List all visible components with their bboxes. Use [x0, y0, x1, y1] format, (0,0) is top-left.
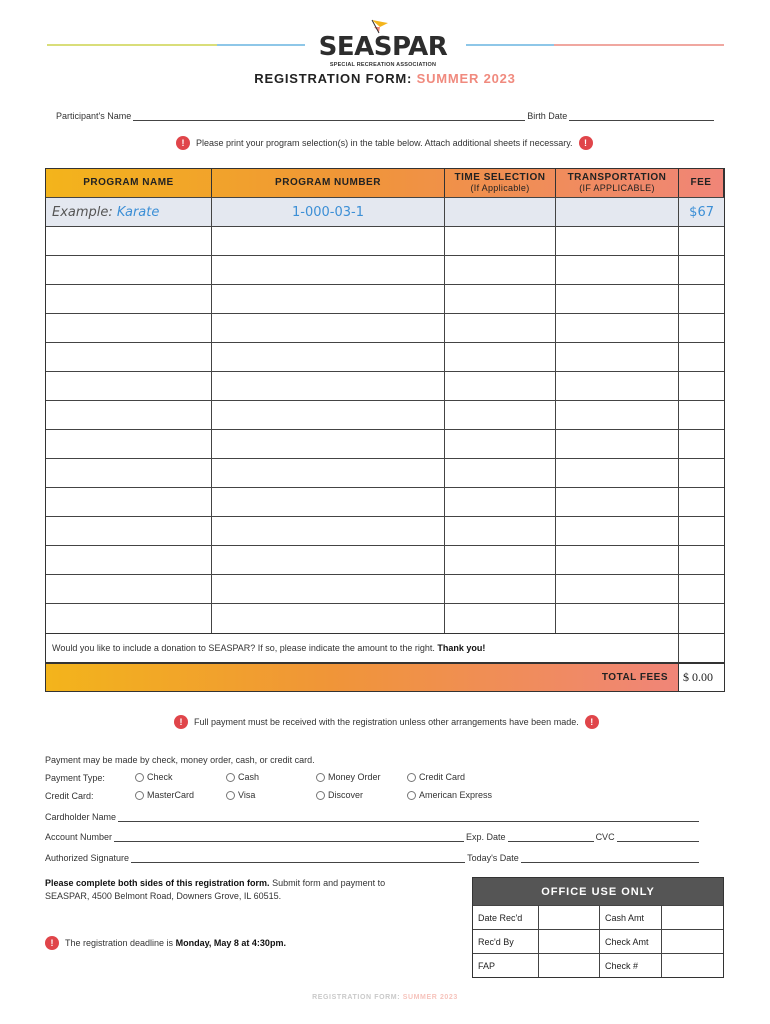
signature-row: [45, 853, 701, 863]
donation-amount-field[interactable]: [679, 634, 724, 662]
fee-cell[interactable]: [679, 488, 724, 516]
card-visa[interactable]: Visa: [226, 790, 255, 800]
participant-row: [56, 111, 716, 121]
header-rule-blue-left: [217, 44, 305, 46]
radio-circle-icon: [407, 773, 416, 782]
time-selection-cell[interactable]: [445, 227, 556, 255]
office-label: Cash Amt: [600, 906, 662, 929]
office-field[interactable]: [539, 954, 600, 977]
program-number-cell[interactable]: [212, 314, 445, 342]
fee-cell[interactable]: [679, 372, 724, 400]
table-row: [46, 459, 724, 488]
payment-type-check[interactable]: Check: [135, 772, 173, 782]
transportation-cell[interactable]: [556, 517, 679, 545]
office-label: Rec'd By: [473, 930, 539, 953]
cvc-field[interactable]: [617, 832, 699, 842]
office-row: [473, 953, 723, 977]
office-use-table: [472, 877, 724, 978]
transportation-cell[interactable]: [556, 546, 679, 574]
radio-circle-icon: [316, 791, 325, 800]
fee-cell[interactable]: [679, 459, 724, 487]
office-field[interactable]: [539, 930, 600, 953]
transportation-cell[interactable]: [556, 372, 679, 400]
table-row: [46, 372, 724, 401]
exp-date-label: Exp. Date: [466, 832, 506, 842]
payment-type-cash[interactable]: Cash: [226, 772, 259, 782]
transportation-cell[interactable]: [556, 575, 679, 603]
time-selection-cell[interactable]: [445, 546, 556, 574]
time-selection-cell[interactable]: [445, 517, 556, 545]
program-name-cell[interactable]: [46, 343, 212, 371]
table-row: [46, 546, 724, 575]
payment-type-money-order[interactable]: Money Order: [316, 772, 381, 782]
warning-icon: !: [176, 136, 190, 150]
radio-circle-icon: [226, 773, 235, 782]
cvc-label: CVC: [595, 832, 615, 842]
program-name-cell[interactable]: [46, 372, 212, 400]
total-fees-row: [45, 663, 725, 692]
title-season: SUMMER 2023: [416, 71, 516, 86]
table-row: [46, 401, 724, 430]
time-selection-cell[interactable]: [445, 575, 556, 603]
fee-cell[interactable]: [679, 401, 724, 429]
card-mastercard[interactable]: MasterCard: [135, 790, 194, 800]
total-fees-label: TOTAL FEES: [46, 664, 679, 691]
header-rule-pink: [554, 44, 724, 46]
program-name-cell[interactable]: [46, 227, 212, 255]
office-field[interactable]: [662, 954, 723, 977]
cardholder-label: Cardholder Name: [45, 812, 117, 822]
radio-circle-icon: [407, 791, 416, 800]
donation-text: Would you like to include a donation to SEASPAR? If so, please indicate the amount to the right. Thank you!: [46, 634, 679, 662]
table-row: [46, 488, 724, 517]
radio-circle-icon: [135, 791, 144, 800]
transportation-cell[interactable]: [556, 314, 679, 342]
example-row: [46, 198, 724, 227]
title-main: REGISTRATION FORM:: [254, 71, 413, 86]
card-discover[interactable]: Discover: [316, 790, 363, 800]
time-selection-cell[interactable]: [445, 256, 556, 284]
time-selection-cell[interactable]: [445, 314, 556, 342]
time-selection-cell[interactable]: [445, 488, 556, 516]
example-program-cell: Example: Karate: [46, 198, 212, 226]
time-selection-cell[interactable]: [445, 459, 556, 487]
table-row: [46, 575, 724, 604]
transportation-cell[interactable]: [556, 256, 679, 284]
program-number-cell[interactable]: [212, 343, 445, 371]
program-name-cell[interactable]: [46, 546, 212, 574]
participant-name-field[interactable]: [133, 111, 525, 121]
example-fee-cell: $67: [689, 204, 714, 220]
seaspar-logo: [318, 18, 448, 66]
logo-subtitle: SPECIAL RECREATION ASSOCIATION: [329, 62, 437, 68]
office-field[interactable]: [662, 930, 723, 953]
selection-notice-text: Please print your program selection(s) in the table below. Attach additional sheets if necessary.: [196, 138, 573, 148]
deadline-notice: ! The registration deadline is Monday, May 8 at 4:30pm.: [45, 936, 286, 950]
table-row: [46, 256, 724, 285]
time-selection-cell[interactable]: [445, 401, 556, 429]
warning-icon: !: [174, 715, 188, 729]
program-table: [45, 168, 725, 634]
program-number-cell[interactable]: [212, 604, 445, 633]
program-name-cell[interactable]: [46, 401, 212, 429]
office-field[interactable]: [662, 906, 723, 929]
program-number-cell[interactable]: [212, 227, 445, 255]
header-program-number: PROGRAM NUMBER: [212, 169, 445, 197]
account-number-label: Account Number: [45, 832, 113, 842]
header-rule-blue-right: [466, 44, 554, 46]
transportation-cell[interactable]: [556, 285, 679, 313]
header-program-name: PROGRAM NAME: [46, 169, 212, 197]
account-row: [45, 832, 701, 842]
submit-instructions: Please complete both sides of this registration form. Submit form and payment to SEASPAR, 4500 Belmont Road, Downers Grove, IL 60515.: [45, 878, 386, 901]
warning-icon: !: [585, 715, 599, 729]
fee-cell[interactable]: [679, 604, 724, 633]
cardholder-field[interactable]: [118, 812, 699, 822]
total-fees-value[interactable]: $ 0.00: [683, 670, 713, 684]
credit-card-label: Credit Card:: [45, 791, 94, 801]
example-time-cell: [445, 198, 556, 226]
table-row: [46, 517, 724, 546]
time-selection-cell[interactable]: [445, 430, 556, 458]
table-row: [46, 343, 724, 372]
program-number-cell[interactable]: [212, 430, 445, 458]
card-american-express[interactable]: American Express: [407, 790, 492, 800]
office-label: Date Rec'd: [473, 906, 539, 929]
header-fee: FEE: [679, 169, 724, 197]
office-row: [473, 905, 723, 929]
birth-date-label: Birth Date: [527, 111, 568, 121]
payment-notice-text: Full payment must be received with the registration unless other arrangements have been made.: [194, 717, 579, 727]
radio-circle-icon: [316, 773, 325, 782]
program-number-cell[interactable]: [212, 546, 445, 574]
fee-cell[interactable]: [679, 314, 724, 342]
exp-date-field[interactable]: [508, 832, 594, 842]
program-name-cell[interactable]: [46, 488, 212, 516]
fee-cell[interactable]: [679, 227, 724, 255]
fee-cell[interactable]: [679, 285, 724, 313]
program-name-cell[interactable]: [46, 604, 212, 633]
office-row: [473, 929, 723, 953]
time-selection-cell[interactable]: [445, 604, 556, 633]
office-label: FAP: [473, 954, 539, 977]
office-use-title: OFFICE USE ONLY: [473, 878, 723, 905]
transportation-cell[interactable]: [556, 488, 679, 516]
program-number-cell[interactable]: [212, 575, 445, 603]
radio-circle-icon: [135, 773, 144, 782]
transportation-cell[interactable]: [556, 227, 679, 255]
transportation-cell[interactable]: [556, 430, 679, 458]
time-selection-cell[interactable]: [445, 372, 556, 400]
fee-cell[interactable]: [679, 343, 724, 371]
fee-cell[interactable]: [679, 256, 724, 284]
transportation-cell[interactable]: [556, 343, 679, 371]
example-transport-cell: [556, 198, 679, 226]
logo-wordmark: SEASPAR: [318, 32, 448, 62]
example-number-cell: 1-000-03-1: [212, 198, 445, 226]
office-field[interactable]: [539, 906, 600, 929]
program-name-cell[interactable]: [46, 314, 212, 342]
program-name-cell[interactable]: [46, 459, 212, 487]
program-name-cell[interactable]: [46, 285, 212, 313]
signature-field[interactable]: [131, 853, 465, 863]
header-time-selection: TIME SELECTION (If Applicable): [445, 169, 556, 197]
time-selection-cell[interactable]: [445, 343, 556, 371]
warning-icon: !: [579, 136, 593, 150]
payment-notice: [174, 715, 599, 729]
table-header-row: [46, 169, 724, 198]
program-name-cell[interactable]: [46, 575, 212, 603]
page-footer: REGISTRATION FORM: SUMMER 2023: [312, 994, 458, 1001]
office-label: Check Amt: [600, 930, 662, 953]
table-row: [46, 227, 724, 256]
radio-circle-icon: [226, 791, 235, 800]
fee-cell[interactable]: [679, 517, 724, 545]
program-number-cell[interactable]: [212, 256, 445, 284]
transportation-cell[interactable]: [556, 401, 679, 429]
time-selection-cell[interactable]: [445, 285, 556, 313]
program-number-cell[interactable]: [212, 372, 445, 400]
payment-type-credit-card[interactable]: Credit Card: [407, 772, 465, 782]
birth-date-field[interactable]: [569, 111, 714, 121]
warning-icon: !: [45, 936, 59, 950]
payment-type-label: Payment Type:: [45, 773, 105, 783]
program-number-cell[interactable]: [212, 517, 445, 545]
transportation-cell[interactable]: [556, 459, 679, 487]
fee-cell[interactable]: [679, 430, 724, 458]
selection-notice: [176, 136, 593, 150]
donation-row: [45, 634, 725, 663]
payment-intro: Payment may be made by check, money order, cash, or credit card.: [45, 755, 315, 765]
page-title: [0, 71, 770, 86]
participant-name-label: Participant's Name: [56, 111, 132, 121]
cardholder-row: [45, 812, 701, 822]
todays-date-field[interactable]: [521, 853, 699, 863]
fee-cell[interactable]: [679, 546, 724, 574]
todays-date-label: Today's Date: [467, 853, 519, 863]
program-number-cell[interactable]: [212, 285, 445, 313]
transportation-cell[interactable]: [556, 604, 679, 633]
table-row: [46, 314, 724, 343]
table-row: [46, 430, 724, 459]
account-number-field[interactable]: [114, 832, 464, 842]
program-name-cell[interactable]: [46, 256, 212, 284]
fee-cell[interactable]: [679, 575, 724, 603]
signature-label: Authorized Signature: [45, 853, 130, 863]
table-row: [46, 285, 724, 314]
program-number-cell[interactable]: [212, 488, 445, 516]
program-name-cell[interactable]: [46, 517, 212, 545]
program-number-cell[interactable]: [212, 401, 445, 429]
table-row: [46, 604, 724, 633]
header-transportation: TRANSPORTATION (IF APPLICABLE): [556, 169, 679, 197]
program-number-cell[interactable]: [212, 459, 445, 487]
program-name-cell[interactable]: [46, 430, 212, 458]
header-rule-green: [47, 44, 217, 46]
office-label: Check #: [600, 954, 662, 977]
